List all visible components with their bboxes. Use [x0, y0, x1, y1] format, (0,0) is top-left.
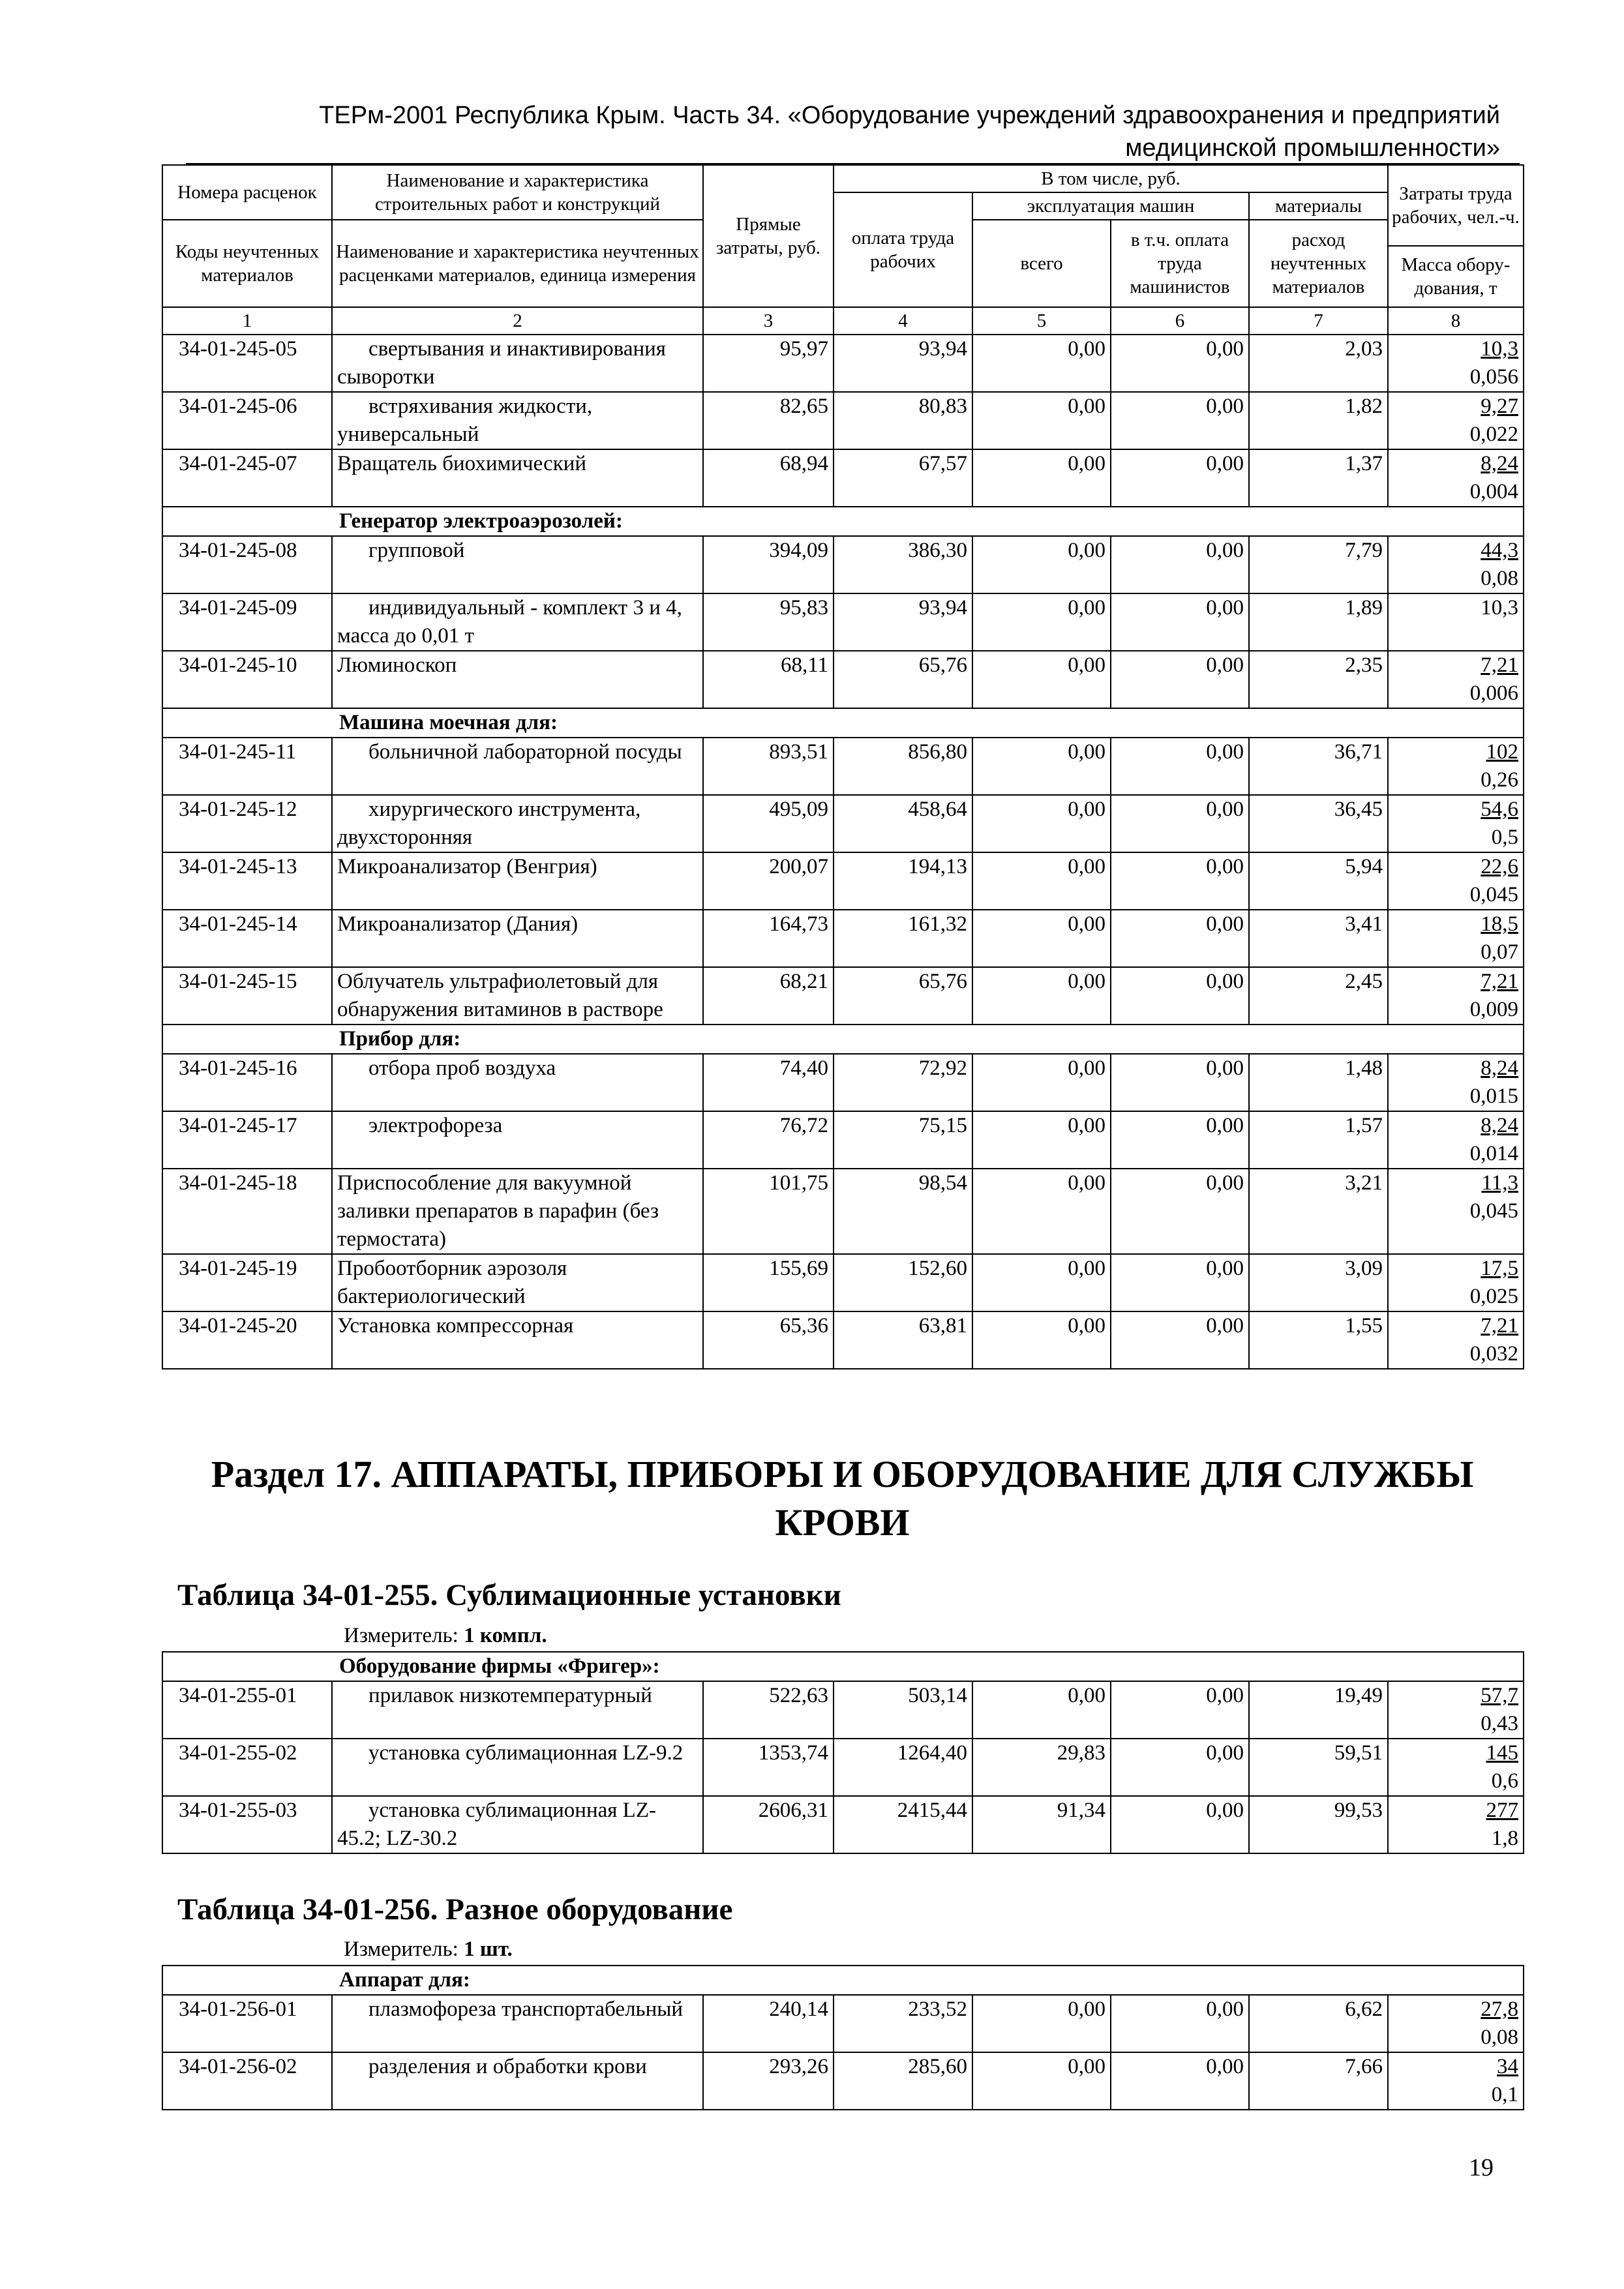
col-num: 1: [162, 307, 332, 335]
equipment-mass: 0,43: [1481, 1712, 1519, 1735]
value-v3: 82,65: [703, 392, 834, 449]
equipment-mass: 0,025: [1469, 1285, 1518, 1308]
group-heading-row: [162, 708, 1524, 738]
value-v7: 7,66: [1249, 2052, 1388, 2110]
labor-hours: 10,3: [1481, 337, 1518, 361]
table-row: [162, 738, 1524, 795]
value-v7: 36,71: [1249, 738, 1388, 795]
equipment-mass: 0,045: [1469, 883, 1518, 906]
value-v6: 0,00: [1111, 449, 1249, 507]
value-v6: 0,00: [1111, 910, 1249, 967]
labor-and-mass: [1388, 1111, 1524, 1169]
equipment-mass: 0,032: [1469, 1342, 1518, 1366]
value-v4: 856,80: [834, 738, 972, 795]
rate-code: 34-01-245-06: [162, 392, 332, 449]
rate-name: Пробоотборник аэрозоля бактериологический: [332, 1254, 703, 1311]
value-v7: 99,53: [1249, 1796, 1388, 1853]
col-header-direct-costs: Прямые затраты, руб.: [703, 165, 834, 307]
table-row: [162, 967, 1524, 1025]
value-v7: 1,55: [1249, 1311, 1388, 1369]
value-v5: 0,00: [972, 1111, 1111, 1169]
table-row: [162, 1995, 1524, 2052]
rate-name: Микроанализатор (Дания): [332, 910, 703, 967]
table-row: [162, 852, 1524, 910]
value-v5: 0,00: [972, 593, 1111, 651]
table-row: [162, 593, 1524, 651]
labor-hours: 18,5: [1481, 912, 1518, 936]
labor-and-mass: [1388, 738, 1524, 795]
rate-name: отбора проб воздуха: [332, 1054, 703, 1111]
value-v4: 503,14: [834, 1681, 972, 1739]
value-v3: 155,69: [703, 1254, 834, 1311]
value-v3: 495,09: [703, 795, 834, 852]
rate-name: Микроанализатор (Венгрия): [332, 852, 703, 910]
value-v6: 0,00: [1111, 1311, 1249, 1369]
rate-code: 34-01-256-02: [162, 2052, 332, 2110]
labor-and-mass: [1388, 1254, 1524, 1311]
equipment-mass: 0,022: [1469, 423, 1518, 446]
value-v3: 240,14: [703, 1995, 834, 2052]
value-v3: 101,75: [703, 1169, 834, 1254]
rate-code: 34-01-245-20: [162, 1311, 332, 1369]
equipment-mass: 0,009: [1469, 998, 1518, 1021]
value-v4: 98,54: [834, 1169, 972, 1254]
rate-code: 34-01-255-03: [162, 1796, 332, 1853]
labor-and-mass: [1388, 1739, 1524, 1796]
table-body: [162, 335, 1524, 1369]
labor-hours: 7,21: [1481, 653, 1518, 677]
value-v6: 0,00: [1111, 795, 1249, 852]
value-v6: 0,00: [1111, 536, 1249, 593]
col-header-labor-costs: Затраты труда рабочих, чел.-ч.: [1388, 165, 1524, 246]
value-v4: 93,94: [834, 335, 972, 392]
labor-and-mass: [1388, 392, 1524, 449]
labor-and-mass: [1388, 1681, 1524, 1739]
equipment-mass: 0,26: [1481, 768, 1518, 792]
value-v6: 0,00: [1111, 1054, 1249, 1111]
labor-hours: 9,27: [1481, 395, 1518, 418]
value-v4: 1264,40: [834, 1739, 972, 1796]
value-v7: 1,48: [1249, 1054, 1388, 1111]
table-row: [162, 392, 1524, 449]
labor-hours: 17,5: [1481, 1257, 1518, 1280]
value-v6: 0,00: [1111, 967, 1249, 1025]
value-v3: 95,97: [703, 335, 834, 392]
value-v7: 19,49: [1249, 1681, 1388, 1739]
rate-name: установка сублимационная LZ-45.2; LZ-30.2: [332, 1796, 703, 1853]
value-v3: 68,11: [703, 651, 834, 708]
table-255: [162, 1651, 1524, 1854]
value-v7: 2,45: [1249, 967, 1388, 1025]
value-v4: 161,32: [834, 910, 972, 967]
group-heading: Оборудование фирмы «Фригер»:: [162, 1652, 1524, 1681]
labor-and-mass: [1388, 2052, 1524, 2110]
value-v5: 0,00: [972, 2052, 1111, 2110]
value-v4: 458,64: [834, 795, 972, 852]
labor-and-mass: [1388, 910, 1524, 967]
labor-and-mass: [1388, 651, 1524, 708]
value-v3: 522,63: [703, 1681, 834, 1739]
equipment-mass: 0,08: [1481, 567, 1518, 590]
rate-name: прилавок низкотемпературный: [332, 1681, 703, 1739]
header-line-2: медицинской промышленности»: [1125, 134, 1500, 162]
value-v4: 386,30: [834, 536, 972, 593]
value-v4: 80,83: [834, 392, 972, 449]
value-v7: 7,79: [1249, 536, 1388, 593]
table-row: [162, 536, 1524, 593]
rate-name: установка сублимационная LZ-9.2: [332, 1739, 703, 1796]
col-num: 6: [1111, 307, 1249, 335]
table-row: [162, 1054, 1524, 1111]
labor-hours: 44,3: [1481, 539, 1518, 562]
equipment-mass: [1393, 622, 1518, 650]
value-v4: 285,60: [834, 2052, 972, 2110]
value-v3: 68,94: [703, 449, 834, 507]
value-v5: 0,00: [972, 1311, 1111, 1369]
value-v3: 164,73: [703, 910, 834, 967]
rate-code: 34-01-245-09: [162, 593, 332, 651]
equipment-mass: 0,6: [1491, 1769, 1519, 1793]
col-num: 8: [1388, 307, 1524, 335]
group-heading-row: [162, 507, 1524, 536]
table-256: [162, 1965, 1524, 2110]
rate-code: 34-01-245-13: [162, 852, 332, 910]
value-v3: 65,36: [703, 1311, 834, 1369]
rate-code: 34-01-245-10: [162, 651, 332, 708]
column-number-row: [162, 307, 1524, 335]
value-v5: 0,00: [972, 536, 1111, 593]
rate-name: больничной лабораторной посуды: [332, 738, 703, 795]
rate-name: Облучатель ультрафиолетовый для обнаружения витаминов в растворе: [332, 967, 703, 1025]
rate-name: электрофореза: [332, 1111, 703, 1169]
value-v7: 6,62: [1249, 1995, 1388, 2052]
rate-name: Установка компрессорная: [332, 1311, 703, 1369]
rate-code: 34-01-245-18: [162, 1169, 332, 1254]
col-num: 7: [1249, 307, 1388, 335]
group-heading: Генератор электроаэрозолей:: [162, 507, 1524, 536]
value-v7: 1,89: [1249, 593, 1388, 651]
value-v4: 65,76: [834, 967, 972, 1025]
value-v6: 0,00: [1111, 593, 1249, 651]
labor-and-mass: [1388, 967, 1524, 1025]
value-v5: 91,34: [972, 1796, 1111, 1853]
table-row: [162, 335, 1524, 392]
equipment-mass: 0,056: [1469, 365, 1518, 389]
col-header-material-codes: Коды неучтенных материалов: [162, 220, 332, 307]
labor-and-mass: [1388, 593, 1524, 651]
col-header-operator-pay: в т.ч. оплата труда машинистов: [1111, 220, 1249, 307]
labor-and-mass: [1388, 536, 1524, 593]
rate-name: индивидуальный - комплект 3 и 4, масса до 0,01 т: [332, 593, 703, 651]
table-row: [162, 1311, 1524, 1369]
labor-and-mass: [1388, 335, 1524, 392]
rate-code: 34-01-245-17: [162, 1111, 332, 1169]
rate-code: 34-01-245-05: [162, 335, 332, 392]
measure-value: 1 компл.: [464, 1624, 547, 1647]
table-256-body: [162, 1966, 1524, 2110]
rate-code: 34-01-245-14: [162, 910, 332, 967]
table-row: [162, 2052, 1524, 2110]
value-v4: 63,81: [834, 1311, 972, 1369]
value-v6: 0,00: [1111, 1111, 1249, 1169]
labor-hours: 145: [1486, 1741, 1519, 1765]
value-v4: 2415,44: [834, 1796, 972, 1853]
col-num: 2: [332, 307, 703, 335]
rate-name: свертывания и инактивирования сыворотки: [332, 335, 703, 392]
value-v4: 65,76: [834, 651, 972, 708]
table-row: [162, 1681, 1524, 1739]
table-header: [162, 165, 1524, 335]
group-heading: Аппарат для:: [162, 1966, 1524, 1995]
value-v7: 2,35: [1249, 651, 1388, 708]
value-v6: 0,00: [1111, 1995, 1249, 2052]
col-header-including: В том числе, руб.: [834, 165, 1388, 192]
rate-name: встряхивания жидкости, универсальный: [332, 392, 703, 449]
col-header-machine-total: всего: [972, 220, 1111, 307]
page-number: 19: [1469, 2154, 1494, 2181]
value-v6: 0,00: [1111, 651, 1249, 708]
value-v5: 0,00: [972, 910, 1111, 967]
rate-name: разделения и обработки крови: [332, 2052, 703, 2110]
labor-hours: 102: [1486, 740, 1518, 764]
table-256-title: Таблица 34-01-256. Разное оборудование: [177, 1893, 733, 1926]
value-v6: 0,00: [1111, 392, 1249, 449]
group-heading-row: [162, 1966, 1524, 1995]
value-v4: 72,92: [834, 1054, 972, 1111]
table-row: [162, 1796, 1524, 1853]
value-v3: 76,72: [703, 1111, 834, 1169]
col-num: 3: [703, 307, 834, 335]
table-row: [162, 1254, 1524, 1311]
value-v4: 67,57: [834, 449, 972, 507]
labor-and-mass: [1388, 1054, 1524, 1111]
value-v4: 152,60: [834, 1254, 972, 1311]
value-v5: 0,00: [972, 738, 1111, 795]
rate-name: Приспособление для вакуумной заливки препаратов в парафин (без термостата): [332, 1169, 703, 1254]
labor-hours: 7,21: [1481, 1314, 1518, 1338]
rate-code: 34-01-256-01: [162, 1995, 332, 2052]
value-v5: 0,00: [972, 795, 1111, 852]
group-heading-row: [162, 1652, 1524, 1681]
col-header-rate-number: Номера расценок: [162, 165, 332, 220]
rate-code: 34-01-245-19: [162, 1254, 332, 1311]
section-title-line-2: КРОВИ: [775, 1501, 910, 1544]
value-v5: 0,00: [972, 852, 1111, 910]
col-header-material-consumption: расход неучтенных материалов: [1249, 220, 1388, 307]
running-header: [196, 99, 1500, 164]
value-v6: 0,00: [1111, 1169, 1249, 1254]
value-v4: 75,15: [834, 1111, 972, 1169]
value-v6: 0,00: [1111, 1739, 1249, 1796]
value-v4: 233,52: [834, 1995, 972, 2052]
equipment-mass: 0,015: [1469, 1085, 1518, 1108]
rate-name: Вращатель биохимический: [332, 449, 703, 507]
col-header-work-name: Наименование и характеристика строительных работ и конструкций: [332, 165, 703, 220]
table-row: [162, 795, 1524, 852]
rate-code: 34-01-255-02: [162, 1739, 332, 1796]
rate-code: 34-01-245-12: [162, 795, 332, 852]
labor-hours: 11,3: [1481, 1171, 1518, 1195]
rate-code: 34-01-245-08: [162, 536, 332, 593]
value-v3: 293,26: [703, 2052, 834, 2110]
section-title-line-1: Раздел 17. АППАРАТЫ, ПРИБОРЫ И ОБОРУДОВАНИЕ ДЛЯ СЛУЖБЫ: [211, 1453, 1474, 1495]
value-v7: 1,37: [1249, 449, 1388, 507]
labor-hours: 27,8: [1481, 1997, 1518, 2021]
equipment-mass: 0,07: [1481, 940, 1518, 964]
value-v5: 0,00: [972, 392, 1111, 449]
col-header-material-names: Наименование и характеристика неучтенных расценками материалов, единица измерения: [332, 220, 703, 307]
value-v7: 1,82: [1249, 392, 1388, 449]
value-v6: 0,00: [1111, 1681, 1249, 1739]
rate-name: групповой: [332, 536, 703, 593]
col-header-equipment-mass: Масса обору-дования, т: [1388, 246, 1524, 307]
value-v7: 2,03: [1249, 335, 1388, 392]
rate-name: Люминоскоп: [332, 651, 703, 708]
rate-code: 34-01-255-01: [162, 1681, 332, 1739]
measure-value: 1 шт.: [464, 1937, 513, 1961]
table-row: [162, 1739, 1524, 1796]
labor-hours: 57,7: [1481, 1684, 1519, 1707]
measure-label: Измеритель:: [344, 1937, 459, 1961]
value-v7: 3,09: [1249, 1254, 1388, 1311]
labor-and-mass: [1388, 1796, 1524, 1853]
equipment-mass: 0,004: [1469, 480, 1518, 503]
value-v5: 0,00: [972, 1995, 1111, 2052]
equipment-mass: 0,5: [1491, 826, 1518, 849]
table-row: [162, 910, 1524, 967]
labor-and-mass: [1388, 449, 1524, 507]
value-v5: 0,00: [972, 1681, 1111, 1739]
value-v5: 0,00: [972, 335, 1111, 392]
col-num: 5: [972, 307, 1111, 335]
value-v5: 0,00: [972, 967, 1111, 1025]
labor-hours: 10,3: [1481, 596, 1518, 620]
labor-and-mass: [1388, 1169, 1524, 1254]
labor-hours: 54,6: [1481, 798, 1518, 821]
table-row: [162, 1169, 1524, 1254]
value-v3: 95,83: [703, 593, 834, 651]
value-v6: 0,00: [1111, 2052, 1249, 2110]
rate-name: плазмофореза транспортабельный: [332, 1995, 703, 2052]
value-v5: 0,00: [972, 1054, 1111, 1111]
group-heading-row: [162, 1025, 1524, 1054]
value-v7: 3,21: [1249, 1169, 1388, 1254]
table-row: [162, 1111, 1524, 1169]
group-heading: Прибор для:: [162, 1025, 1524, 1054]
col-header-materials: материалы: [1249, 192, 1388, 220]
labor-hours: 22,6: [1481, 855, 1518, 878]
measure-label: Измеритель:: [344, 1624, 459, 1647]
col-num: 4: [834, 307, 972, 335]
rate-name: хирургического инструмента, двухсторонняя: [332, 795, 703, 852]
value-v6: 0,00: [1111, 1796, 1249, 1853]
equipment-mass: 0,08: [1481, 2026, 1518, 2049]
table-255-title: Таблица 34-01-255. Сублимационные установки: [177, 1578, 841, 1612]
group-heading: Машина моечная для:: [162, 708, 1524, 738]
value-v7: 1,57: [1249, 1111, 1388, 1169]
labor-and-mass: [1388, 1311, 1524, 1369]
col-header-machine-operation: эксплуатация машин: [972, 192, 1249, 220]
value-v7: 36,45: [1249, 795, 1388, 852]
header-line-1: ТЕРм-2001 Республика Крым. Часть 34. «Оборудование учреждений здравоохранения и предприятий: [319, 102, 1500, 129]
rate-code: 34-01-245-15: [162, 967, 332, 1025]
value-v5: 0,00: [972, 1169, 1111, 1254]
labor-hours: 8,24: [1481, 1114, 1518, 1137]
value-v3: 74,40: [703, 1054, 834, 1111]
equipment-mass: 1,8: [1491, 1827, 1519, 1850]
labor-and-mass: [1388, 852, 1524, 910]
table-256-measure: [344, 1936, 513, 1963]
value-v3: 2606,31: [703, 1796, 834, 1853]
value-v5: 0,00: [972, 449, 1111, 507]
value-v3: 200,07: [703, 852, 834, 910]
equipment-mass: 0,045: [1469, 1199, 1518, 1223]
value-v5: 0,00: [972, 1254, 1111, 1311]
labor-hours: 8,24: [1481, 452, 1518, 475]
rate-code: 34-01-245-16: [162, 1054, 332, 1111]
value-v7: 3,41: [1249, 910, 1388, 967]
labor-and-mass: [1388, 795, 1524, 852]
labor-hours: 8,24: [1481, 1056, 1518, 1080]
value-v7: 5,94: [1249, 852, 1388, 910]
value-v3: 1353,74: [703, 1739, 834, 1796]
table-row: [162, 449, 1524, 507]
value-v7: 59,51: [1249, 1739, 1388, 1796]
value-v4: 93,94: [834, 593, 972, 651]
section-title: [162, 1450, 1523, 1547]
col-header-worker-pay: оплата труда рабочих: [834, 192, 972, 307]
value-v6: 0,00: [1111, 335, 1249, 392]
value-v4: 194,13: [834, 852, 972, 910]
rates-table: [162, 164, 1524, 1369]
table-row: [162, 651, 1524, 708]
equipment-mass: 0,014: [1469, 1142, 1518, 1165]
equipment-mass: 0,1: [1491, 2083, 1518, 2106]
value-v3: 394,09: [703, 536, 834, 593]
value-v3: 893,51: [703, 738, 834, 795]
value-v3: 68,21: [703, 967, 834, 1025]
rate-code: 34-01-245-07: [162, 449, 332, 507]
labor-and-mass: [1388, 1995, 1524, 2052]
labor-hours: 34: [1497, 2055, 1518, 2078]
value-v5: 29,83: [972, 1739, 1111, 1796]
labor-hours: 7,21: [1481, 970, 1518, 993]
rate-code: 34-01-245-11: [162, 738, 332, 795]
value-v6: 0,00: [1111, 738, 1249, 795]
value-v5: 0,00: [972, 651, 1111, 708]
equipment-mass: 0,006: [1469, 681, 1518, 705]
value-v6: 0,00: [1111, 1254, 1249, 1311]
value-v6: 0,00: [1111, 852, 1249, 910]
labor-hours: 277: [1486, 1799, 1519, 1822]
table-255-body: [162, 1652, 1524, 1853]
table-255-measure: [344, 1622, 547, 1649]
